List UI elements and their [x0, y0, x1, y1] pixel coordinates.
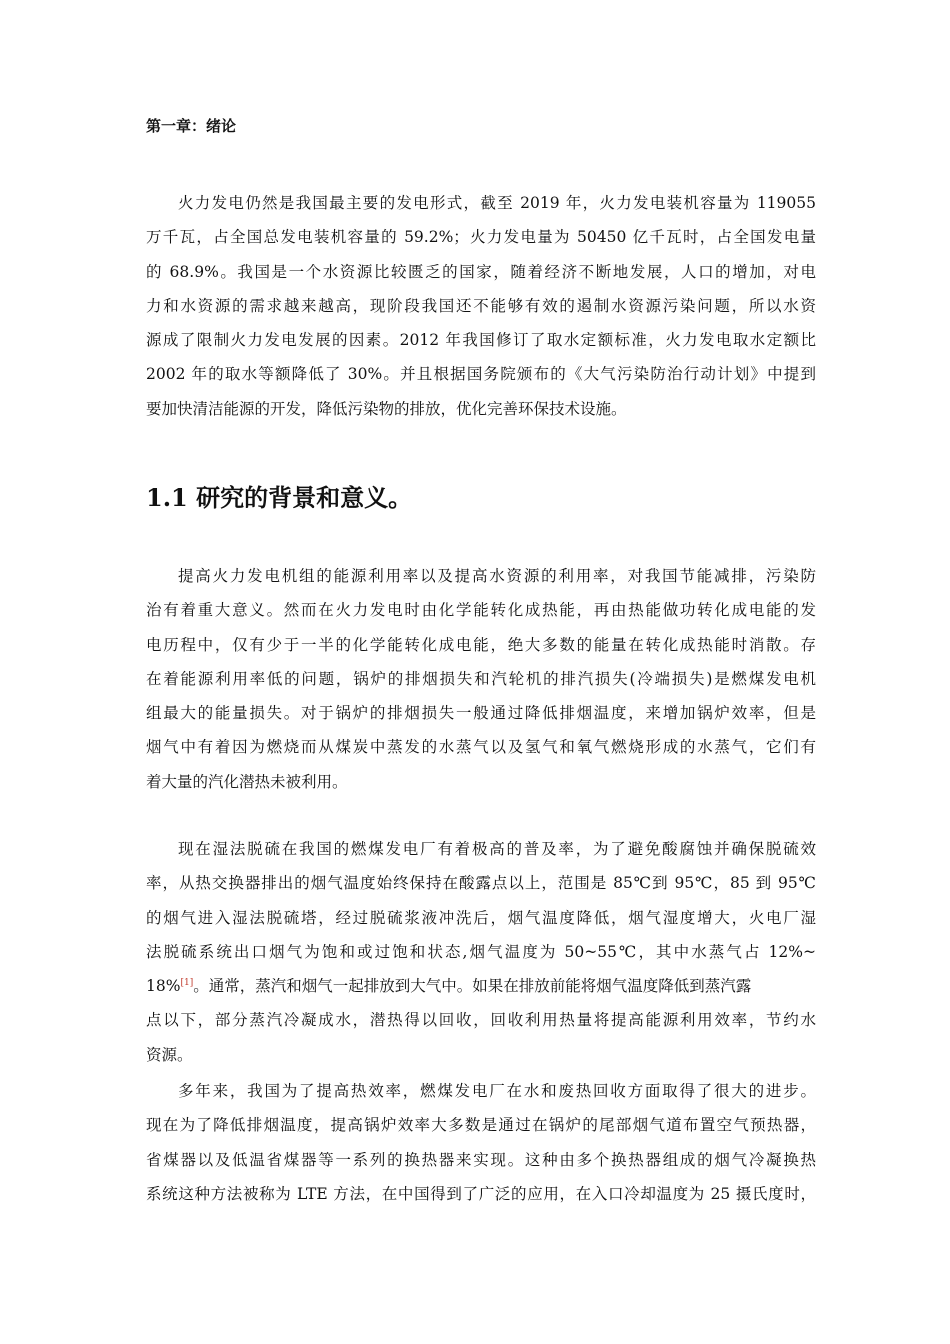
text-line: 现在为了降低排烟温度，提高锅炉效率大多数是通过在锅炉的尾部烟气道布置空气预热器，: [146, 1116, 816, 1135]
text-line: 率，从热交换器排出的烟气温度始终保持在酸露点以上，范围是 85℃到 95℃，85 到 95℃: [146, 874, 816, 893]
text-line: 省煤器以及低温省煤器等一系列的换热器来实现。这种由多个换热器组成的烟气冷凝换热: [146, 1150, 816, 1169]
paragraph-heat-recovery: [146, 1074, 816, 1211]
text-line: 点以下，部分蒸汽冷凝成水，潜热得以回收，回收利用热量将提高能源利用效率，节约水: [146, 1011, 816, 1030]
citation-link[interactable]: [1]: [180, 978, 194, 989]
text-line-with-citation: [146, 969, 816, 1003]
text-line: 提高火力发电机组的能源利用率以及提高水资源的利用率，对我国节能减排，污染防: [178, 567, 816, 585]
text-line: 在着能源利用率低的问题，锅炉的排烟损失和汽轮机的排汽损失(冷端损失)是燃煤发电机: [146, 669, 816, 688]
text-line: 资源。: [146, 1045, 193, 1064]
text-segment: 18%: [146, 977, 181, 996]
text-line: 的烟气进入湿法脱硫塔，经过脱硫浆液冲洗后，烟气温度降低，烟气湿度增大，火电厂湿: [146, 908, 816, 927]
text-line: 2002 年的取水等额降低了 30%。并且根据国务院颁布的《大气污染防治行动计划》中提到: [146, 365, 816, 384]
text-line: 电历程中，仅有少于一半的化学能转化成电能，绝大多数的能量在转化成热能时消散。存: [146, 635, 816, 654]
text-line: 要加快清洁能源的开发，降低污染物的排放，优化完善环保技术设施。: [146, 399, 627, 418]
text-line: 源成了限制火力发电发展的因素。2012 年我国修订了取水定额标准，火力发电取水定额比: [146, 331, 816, 350]
section-title: 1.1 研究的背景和意义。: [146, 483, 413, 512]
text-line: 火力发电仍然是我国最主要的发电形式，截至 2019 年，火力发电装机容量为 119055: [178, 194, 816, 212]
text-line: 着大量的汽化潜热未被利用。: [146, 772, 348, 791]
text-segment: 。通常，蒸汽和烟气一起排放到大气中。如果在排放前能将烟气温度降低到蒸汽露: [193, 977, 752, 996]
text-line: 的 68.9%。我国是一个水资源比较匮乏的国家，随着经济不断地发展，人口的增加，对电: [146, 262, 816, 281]
paragraph-intro: [146, 186, 816, 426]
text-line: 组最大的能量损失。对于锅炉的排烟损失一般通过降低排烟温度，来增加锅炉效率，但是: [146, 704, 816, 723]
text-line: 治有着重大意义。然而在火力发电时由化学能转化成热能，再由热能做功转化成电能的发: [146, 601, 816, 620]
text-line: 系统这种方法被称为 LTE 方法，在中国得到了广泛的应用，在入口冷却温度为 25 摄氏度时，: [146, 1184, 816, 1203]
chapter-title: 第一章：绪论: [146, 117, 237, 135]
paragraph-background: [146, 559, 816, 799]
paragraph-desulfurization: [146, 832, 816, 1072]
text-line: 多年来，我国为了提高热效率，燃煤发电厂在水和废热回收方面取得了很大的进步。: [178, 1082, 816, 1100]
text-line: 万千瓦，占全国总发电装机容量的 59.2%；火力发电量为 50450 亿千瓦时，占全国发电量: [146, 228, 816, 247]
text-line: 现在湿法脱硫在我国的燃煤发电厂有着极高的普及率，为了避免酸腐蚀并确保脱硫效: [178, 840, 816, 858]
text-line: 力和水资源的需求越来越高，现阶段我国还不能够有效的遏制水资源污染问题，所以水资: [146, 296, 816, 315]
text-line: 烟气中有着因为燃烧而从煤炭中蒸发的水蒸气以及氢气和氧气燃烧形成的水蒸气，它们有: [146, 738, 816, 757]
text-line: 法脱硫系统出口烟气为饱和或过饱和状态,烟气温度为 50~55℃，其中水蒸气占 12%~: [146, 942, 816, 961]
